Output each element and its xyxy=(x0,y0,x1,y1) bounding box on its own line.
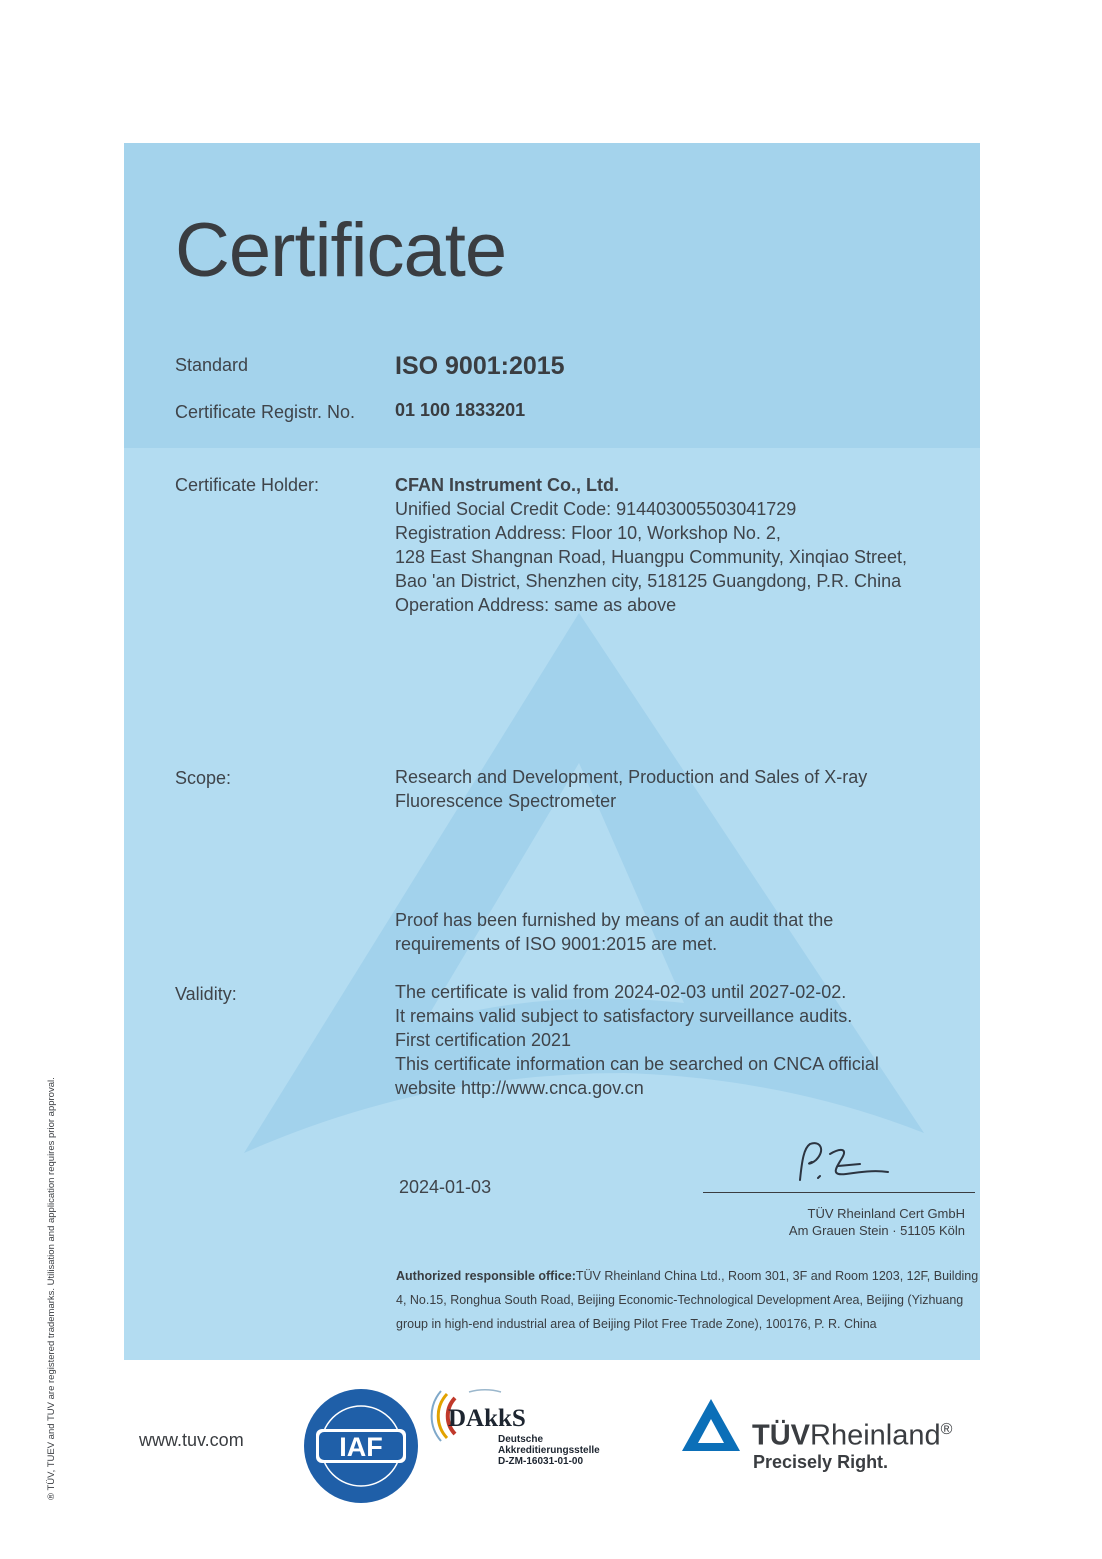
signature-line xyxy=(703,1192,975,1193)
registered-mark: ® xyxy=(940,1421,953,1438)
holder-line: 128 East Shangnan Road, Huangpu Community, Xinqiao Street, xyxy=(395,547,907,567)
trademark-note: ® TÜV, TUEV and TUV are registered trademarks. Utilisation and application requires prior approval. xyxy=(46,1077,57,1500)
issuer-line: TÜV Rheinland Cert GmbH xyxy=(807,1206,965,1221)
holder-name: CFAN Instrument Co., Ltd. xyxy=(395,475,619,495)
standard-value: ISO 9001:2015 xyxy=(395,352,565,380)
scope-block xyxy=(395,765,867,813)
tuv-brand-bold: TÜV xyxy=(752,1419,810,1452)
validity-line: This certificate information can be searched on CNCA official xyxy=(395,1054,879,1074)
holder-line: Operation Address: same as above xyxy=(395,595,677,615)
holder-block xyxy=(395,473,907,617)
tuv-brand xyxy=(752,1413,952,1453)
validity-block xyxy=(395,980,879,1100)
holder-label: Certificate Holder: xyxy=(175,475,320,495)
standard-label: Standard xyxy=(175,355,249,375)
issuer-line: Am Grauen Stein · 51105 Köln xyxy=(788,1223,965,1238)
dakks-logo-text: DAkkS xyxy=(448,1405,526,1432)
office-text: TÜV Rheinland China Ltd., Room 301, 3F and Room 1203, 12F, Building 4, No.15, Ronghua South Road, Beijing Economic-Technological Development Area, Beijing (Yizhuang group in high-end industrial area of Beijing Pilot Free Trade Zone), 100176, P. R. China xyxy=(396,1269,979,1331)
office-label: Authorized responsible office: xyxy=(396,1269,576,1283)
certificate-title: Certificate xyxy=(175,208,507,293)
authorized-office xyxy=(396,1264,981,1336)
website-link[interactable]: www.tuv.com xyxy=(139,1430,244,1450)
iaf-logo-text: IAF xyxy=(339,1432,383,1462)
scope-label: Scope: xyxy=(175,768,232,788)
issuer-block xyxy=(700,1205,965,1239)
holder-line: Unified Social Credit Code: 914403005503041729 xyxy=(395,499,797,519)
signature xyxy=(790,1140,910,1190)
validity-line: website http://www.cnca.gov.cn xyxy=(395,1078,644,1098)
validity-label: Validity: xyxy=(175,984,237,1004)
regno-label: Certificate Registr. No. xyxy=(175,402,356,422)
dakks-line: Deutsche xyxy=(498,1434,544,1445)
tuv-slogan: Precisely Right. xyxy=(753,1452,889,1472)
proof-block xyxy=(395,908,833,956)
proof-line: requirements of ISO 9001:2015 are met. xyxy=(395,934,718,954)
regno-value: 01 100 1833201 xyxy=(395,400,526,420)
dakks-line: D-ZM-16031-01-00 xyxy=(498,1456,584,1467)
iaf-logo xyxy=(302,1387,420,1505)
dakks-line: Akkreditierungsstelle xyxy=(498,1445,600,1456)
scope-line: Fluorescence Spectrometer xyxy=(395,791,617,811)
tuv-brand-regular: Rheinland xyxy=(810,1419,941,1452)
issue-date: 2024-01-03 xyxy=(399,1177,492,1197)
holder-line: Bao 'an District, Shenzhen city, 518125 Guangdong, P.R. China xyxy=(395,571,902,591)
scope-line: Research and Development, Production and Sales of X-ray xyxy=(395,767,868,787)
tuv-triangle-logo xyxy=(680,1397,742,1453)
validity-line: First certification 2021 xyxy=(395,1030,572,1050)
validity-line: The certificate is valid from 2024-02-03 until 2027-02-02. xyxy=(395,982,847,1002)
validity-line: It remains valid subject to satisfactory surveillance audits. xyxy=(395,1006,853,1026)
proof-line: Proof has been furnished by means of an audit that the xyxy=(395,910,834,930)
dakks-text-block xyxy=(498,1434,600,1467)
holder-line: Registration Address: Floor 10, Workshop No. 2, xyxy=(395,523,781,543)
